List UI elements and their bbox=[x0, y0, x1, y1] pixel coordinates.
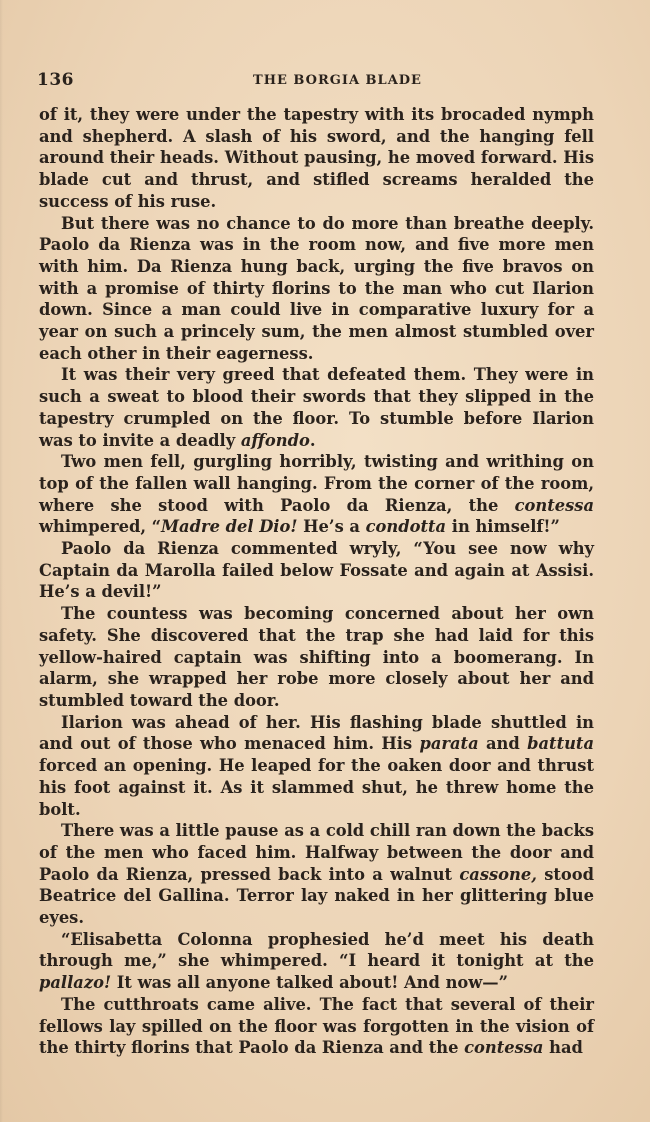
italic-term: Madre del Dio! bbox=[161, 517, 298, 537]
page-edge-shadow bbox=[0, 0, 3, 1122]
italic-term: cassone, bbox=[459, 864, 537, 884]
italic-term: parata bbox=[419, 734, 479, 754]
paragraph bbox=[39, 451, 594, 538]
running-title: THE BORGIA BLADE bbox=[253, 73, 422, 88]
paragraph bbox=[39, 104, 594, 213]
text-run: It was their very greed that defeated them. They were in such a sweat to blood their swords that they slipped in the tapestry crumpled on the floor. To stumble before Ilarion was to invite a deadly bbox=[39, 365, 594, 450]
text-run: The cutthroats came alive. The fact that several of their fellows lay spilled on the floor was forgotten in the vision of the thirty florins that Paolo da Rienza and the bbox=[39, 994, 594, 1058]
text-run: “Elisabetta Colonna prophesied he’d meet his death through me,” she whimpered. “I heard it tonight at the bbox=[39, 929, 594, 971]
text-run: . bbox=[309, 430, 316, 450]
page-header bbox=[37, 70, 598, 94]
italic-term: battuta bbox=[527, 734, 595, 754]
italic-term: pallazo! bbox=[39, 973, 112, 993]
text-run: of it, they were under the tapestry with its brocaded nymph and shepherd. A slash of his sword, and the hanging fell around their heads. Without pausing, he moved forward. His blade cut and thrust, and stifled screams heralded the success of his ruse. bbox=[39, 105, 594, 211]
text-run: Paolo da Rienza commented wryly, “You see now why Captain da Marolla failed below Fossate and again at Assisi. He’s a devil!” bbox=[39, 539, 594, 602]
paragraph bbox=[39, 213, 594, 365]
text-run: stood Beatrice del Gallina. Terror lay naked in her glittering blue eyes. bbox=[39, 864, 594, 928]
italic-term: contessa bbox=[514, 495, 594, 515]
paragraph bbox=[39, 712, 594, 821]
text-run: had bbox=[543, 1038, 583, 1058]
text-run: forced an opening. He leaped for the oaken door and thrust his foot against it. As it slammed shut, he threw home the bolt. bbox=[39, 756, 594, 819]
text-run: Ilarion was ahead of her. His flashing blade shuttled in and out of those who menaced him. His bbox=[39, 712, 594, 754]
page-number: 136 bbox=[37, 70, 74, 90]
paragraph bbox=[39, 994, 594, 1059]
italic-term: contessa bbox=[464, 1038, 544, 1058]
text-run: whimpered, “ bbox=[39, 517, 162, 537]
paragraph bbox=[39, 538, 594, 603]
text-run: Two men fell, gurgling horribly, twisting and writhing on top of the fallen wall hanging. From the corner of the room, where she stood with Paolo da Rienza, the bbox=[39, 452, 594, 515]
text-run: He’s a bbox=[297, 517, 366, 537]
body-text bbox=[39, 104, 594, 1059]
paragraph bbox=[39, 929, 594, 994]
text-run: But there was no chance to do more than breathe deeply. Paolo da Rienza was in the room now, and five more men with him. Da Rienza hung back, urging the five bravos on with a promise of thirty florins to the man who cut Ilarion down. Since a man could live in comparative luxury for a year on such a princely sum, the men almost stumbled over each other in their eagerness. bbox=[39, 213, 594, 363]
paragraph bbox=[39, 603, 594, 712]
text-run: There was a little pause as a cold chill ran down the backs of the men who faced him. Halfway between the door and Paolo da Rienza, pressed back into a walnut bbox=[39, 821, 594, 884]
text-run: It was all anyone talked about! And now—” bbox=[111, 973, 508, 993]
paragraph bbox=[39, 820, 594, 929]
text-run: The countess was becoming concerned about her own safety. She discovered that the trap she had laid for this yellow-haired captain was shifting into a boomerang. In alarm, she wrapped her robe more closely about her and stumbled toward the door. bbox=[39, 604, 594, 710]
italic-term: affondo bbox=[240, 430, 310, 450]
paragraph bbox=[39, 364, 594, 451]
italic-term: condotta bbox=[365, 517, 447, 537]
text-run: and bbox=[478, 734, 528, 754]
text-run: in himself!” bbox=[446, 517, 560, 537]
